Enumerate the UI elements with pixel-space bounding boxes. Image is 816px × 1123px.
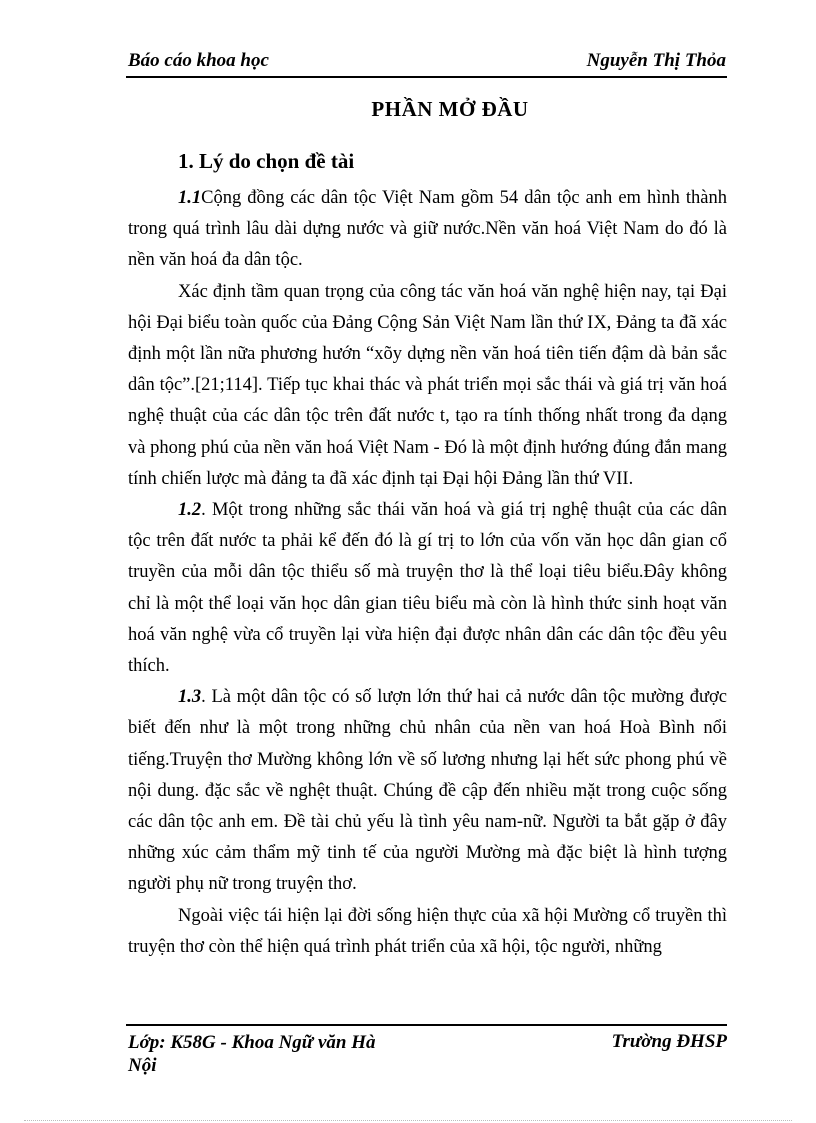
paragraph-number: 1.1 — [178, 188, 202, 208]
paragraph-text: . Một trong những sắc thái văn hoá và giá trị nghệ thuật của các dân tộc trên đất nước ta phải kể đến đó là gí trị to lớn của vốn văn học dân gian cổ truyền của mỗi dân tộc thiểu số mà truyện thơ là thể loại tiêu biểu.Đây không chỉ là một thể loại văn học dân gian tiêu biểu mà còn là hình thức sinh hoạt văn hoá văn nghệ vừa cổ truyền lại vừa hiện đại được nhân dân các dân tộc đều yêu thích. — [128, 500, 727, 677]
paragraph-text: Cộng đồng các dân tộc Việt Nam gồm 54 dân tộc anh em hình thành trong quá trình lâu dài dựng nước và giữ nước.Nền văn hoá Việt Nam do đó là nền văn hoá đa dân tộc. — [128, 188, 727, 271]
header-author-name: Nguyễn Thị Thỏa — [586, 50, 726, 71]
paragraph-text: Xác định tầm quan trọng của công tác văn hoá văn nghệ hiện nay, tại Đại hội Đại biểu toàn quốc của Đảng Cộng Sản Việt Nam lần thứ IX, Đảng ta đã xác định một lần nữa phương hướn “xõy dựng nền văn hoá tiên tiến đậm dà bản sắc dân tộc”.[21;114]. Tiếp tục khai thác và phát triển mọi sắc thái và giá trị văn hoá nghệ thuật của các dân tộc trên đất nước t, tạo ra tính thống nhất trong đa dạng và phong phú của nền văn hoá Việt Nam - Đó là một định hướng đúng đắn mang tính chiến lược mà đảng ta đã xác định tại Đại hội Đảng lần thứ VII. — [128, 281, 727, 489]
footer-rule — [126, 1024, 727, 1026]
paragraph — [128, 682, 727, 900]
paragraph — [128, 183, 727, 277]
page-header — [128, 48, 726, 76]
paragraph — [128, 277, 727, 495]
header-rule — [126, 76, 727, 78]
paragraph — [128, 495, 727, 682]
body-text — [128, 183, 727, 963]
footer-class-info: Lớp: K58G - Khoa Ngữ văn Hà Nội — [128, 1032, 376, 1076]
header-report-type: Báo cáo khoa học — [128, 50, 269, 71]
footer-university: Trường ĐHSP — [611, 1031, 727, 1052]
paragraph-number: 1.2 — [178, 500, 202, 521]
section-heading: 1. Lý do chọn đề tài — [178, 149, 355, 173]
page-bottom-dotted-line — [24, 1120, 792, 1121]
paragraph — [128, 901, 727, 963]
page-title: PHẦN MỞ ĐẦU — [371, 97, 529, 121]
paragraph-text: Ngoài việc tái hiện lại đời sống hiện thực của xã hội Mường cổ truyền thì truyện thơ còn thể hiện quá trình phát triển của xã hội, tộc người, những — [128, 905, 727, 957]
paragraph-number: 1.3 — [178, 687, 202, 708]
paragraph-text: . Là một dân tộc có số lượn lớn thứ hai cả nước dân tộc mường được biết đến như là một trong những chủ nhân của nền van hoá Hoà Bình nổi tiếng.Truyện thơ Mường không lớn về số lương nhưng lại hết sức phong phú về nội dung. đặc sắc về nghệt thuật. Chúng đề cập đến nhiều mặt trong cuộc sống các dân tộc anh em. Đề tài chủ yếu là tình yêu nam-nữ. Người ta bắt gặp ở đây những xúc cảm thẩm mỹ tinh tế của người Mường mà đặc biệt là hình tượng người phụ nữ trong truyện thơ. — [128, 687, 727, 895]
